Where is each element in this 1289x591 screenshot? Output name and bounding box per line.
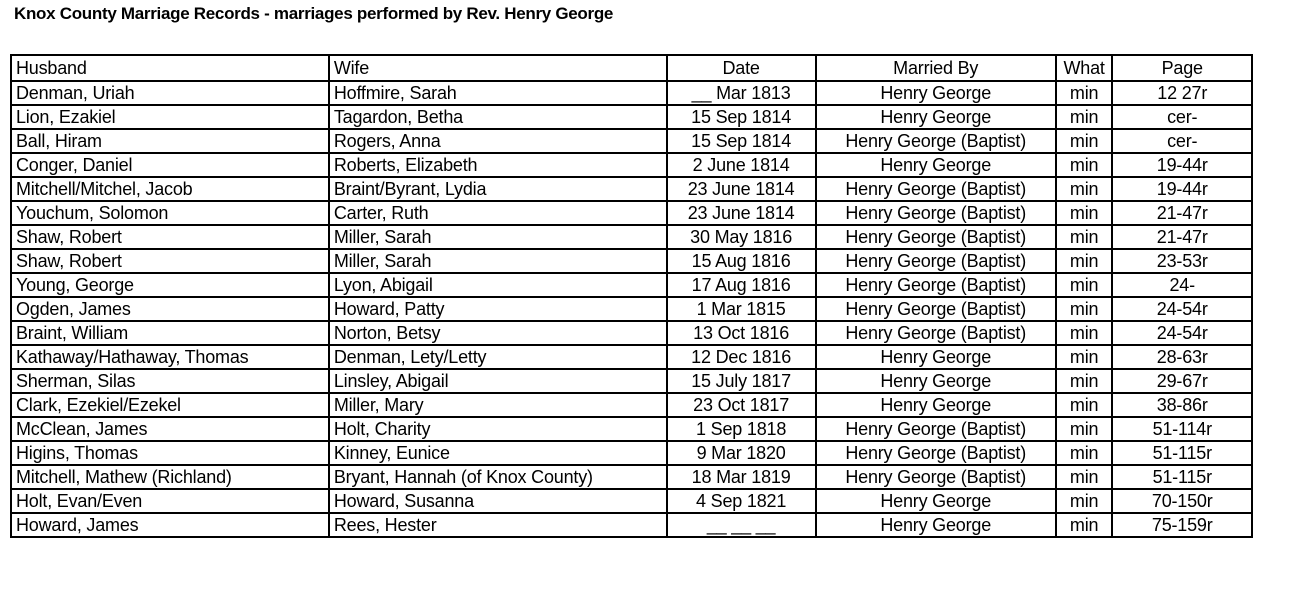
table-row [11, 81, 1252, 105]
husband-cell: Denman, Uriah [11, 81, 329, 105]
married-by-cell: Henry George (Baptist) [816, 465, 1056, 489]
date-cell: 2 June 1814 [667, 153, 816, 177]
husband-cell: McClean, James [11, 417, 329, 441]
page-cell: cer- [1112, 105, 1252, 129]
table-row [11, 417, 1252, 441]
wife-cell: Denman, Lety/Letty [329, 345, 667, 369]
table-row [11, 225, 1252, 249]
page-cell: 24- [1112, 273, 1252, 297]
wife-cell: Howard, Patty [329, 297, 667, 321]
married-by-cell: Henry George [816, 105, 1056, 129]
married-by-cell: Henry George [816, 369, 1056, 393]
wife-cell: Lyon, Abigail [329, 273, 667, 297]
married-by-cell: Henry George [816, 393, 1056, 417]
date-cell: 13 Oct 1816 [667, 321, 816, 345]
what-cell: min [1056, 417, 1113, 441]
table-row [11, 297, 1252, 321]
husband-cell: Kathaway/Hathaway, Thomas [11, 345, 329, 369]
what-cell: min [1056, 513, 1113, 537]
husband-cell: Youchum, Solomon [11, 201, 329, 225]
page-cell: cer- [1112, 129, 1252, 153]
table-body [11, 81, 1252, 537]
wife-cell: Tagardon, Betha [329, 105, 667, 129]
table-row [11, 489, 1252, 513]
page-cell: 38-86r [1112, 393, 1252, 417]
page-cell: 21-47r [1112, 201, 1252, 225]
husband-cell: Ball, Hiram [11, 129, 329, 153]
page-cell: 51-115r [1112, 441, 1252, 465]
married-by-cell: Henry George (Baptist) [816, 249, 1056, 273]
date-cell: 15 Aug 1816 [667, 249, 816, 273]
table-row [11, 273, 1252, 297]
date-cell: 12 Dec 1816 [667, 345, 816, 369]
wife-cell: Miller, Sarah [329, 225, 667, 249]
what-cell: min [1056, 177, 1113, 201]
what-cell: min [1056, 273, 1113, 297]
married-by-cell: Henry George (Baptist) [816, 417, 1056, 441]
table-row [11, 513, 1252, 537]
married-by-cell: Henry George (Baptist) [816, 297, 1056, 321]
married-by-cell: Henry George [816, 345, 1056, 369]
date-cell: 23 June 1814 [667, 177, 816, 201]
table-row [11, 345, 1252, 369]
wife-cell: Howard, Susanna [329, 489, 667, 513]
what-cell: min [1056, 465, 1113, 489]
married-by-cell: Henry George (Baptist) [816, 225, 1056, 249]
married-by-cell: Henry George [816, 513, 1056, 537]
wife-cell: Miller, Sarah [329, 249, 667, 273]
table-row [11, 369, 1252, 393]
wife-cell: Carter, Ruth [329, 201, 667, 225]
page-cell: 19-44r [1112, 177, 1252, 201]
wife-cell: Kinney, Eunice [329, 441, 667, 465]
husband-cell: Mitchell/Mitchel, Jacob [11, 177, 329, 201]
date-cell: 1 Sep 1818 [667, 417, 816, 441]
what-cell: min [1056, 249, 1113, 273]
what-cell: min [1056, 297, 1113, 321]
what-cell: min [1056, 201, 1113, 225]
table-row [11, 129, 1252, 153]
table-row [11, 201, 1252, 225]
married-by-cell: Henry George (Baptist) [816, 441, 1056, 465]
wife-cell: Roberts, Elizabeth [329, 153, 667, 177]
husband-cell: Braint, William [11, 321, 329, 345]
header-wife: Wife [329, 55, 667, 81]
husband-cell: Conger, Daniel [11, 153, 329, 177]
date-cell: 4 Sep 1821 [667, 489, 816, 513]
wife-cell: Rogers, Anna [329, 129, 667, 153]
married-by-cell: Henry George (Baptist) [816, 129, 1056, 153]
page-cell: 12 27r [1112, 81, 1252, 105]
what-cell: min [1056, 81, 1113, 105]
wife-cell: Linsley, Abigail [329, 369, 667, 393]
married-by-cell: Henry George [816, 153, 1056, 177]
married-by-cell: Henry George (Baptist) [816, 321, 1056, 345]
table-row [11, 441, 1252, 465]
what-cell: min [1056, 345, 1113, 369]
header-what: What [1056, 55, 1113, 81]
header-married-by: Married By [816, 55, 1056, 81]
page-cell: 75-159r [1112, 513, 1252, 537]
wife-cell: Norton, Betsy [329, 321, 667, 345]
page-cell: 28-63r [1112, 345, 1252, 369]
table-row [11, 393, 1252, 417]
header-husband: Husband [11, 55, 329, 81]
what-cell: min [1056, 153, 1113, 177]
wife-cell: Braint/Byrant, Lydia [329, 177, 667, 201]
date-cell: 15 July 1817 [667, 369, 816, 393]
husband-cell: Howard, James [11, 513, 329, 537]
table-row [11, 465, 1252, 489]
what-cell: min [1056, 321, 1113, 345]
married-by-cell: Henry George (Baptist) [816, 273, 1056, 297]
wife-cell: Miller, Mary [329, 393, 667, 417]
husband-cell: Shaw, Robert [11, 249, 329, 273]
wife-cell: Holt, Charity [329, 417, 667, 441]
date-cell: 23 June 1814 [667, 201, 816, 225]
wife-cell: Rees, Hester [329, 513, 667, 537]
date-cell: 18 Mar 1819 [667, 465, 816, 489]
husband-cell: Mitchell, Mathew (Richland) [11, 465, 329, 489]
page-cell: 51-115r [1112, 465, 1252, 489]
page-cell: 19-44r [1112, 153, 1252, 177]
husband-cell: Holt, Evan/Even [11, 489, 329, 513]
table-header-row [11, 55, 1252, 81]
date-cell: __ __ __ [667, 513, 816, 537]
date-cell: 30 May 1816 [667, 225, 816, 249]
what-cell: min [1056, 225, 1113, 249]
page-cell: 70-150r [1112, 489, 1252, 513]
husband-cell: Higins, Thomas [11, 441, 329, 465]
table-row [11, 153, 1252, 177]
husband-cell: Clark, Ezekiel/Ezekel [11, 393, 329, 417]
date-cell: 1 Mar 1815 [667, 297, 816, 321]
header-page: Page [1112, 55, 1252, 81]
document-title: Knox County Marriage Records - marriages performed by Rev. Henry George [14, 4, 614, 23]
husband-cell: Young, George [11, 273, 329, 297]
marriage-records-table [10, 54, 1253, 538]
table-row [11, 105, 1252, 129]
date-cell: 15 Sep 1814 [667, 105, 816, 129]
married-by-cell: Henry George (Baptist) [816, 201, 1056, 225]
what-cell: min [1056, 129, 1113, 153]
page-cell: 24-54r [1112, 297, 1252, 321]
what-cell: min [1056, 105, 1113, 129]
what-cell: min [1056, 441, 1113, 465]
page-cell: 29-67r [1112, 369, 1252, 393]
date-cell: 17 Aug 1816 [667, 273, 816, 297]
page-cell: 24-54r [1112, 321, 1252, 345]
date-cell: 15 Sep 1814 [667, 129, 816, 153]
page-cell: 21-47r [1112, 225, 1252, 249]
husband-cell: Ogden, James [11, 297, 329, 321]
what-cell: min [1056, 393, 1113, 417]
what-cell: min [1056, 369, 1113, 393]
husband-cell: Lion, Ezakiel [11, 105, 329, 129]
wife-cell: Bryant, Hannah (of Knox County) [329, 465, 667, 489]
what-cell: min [1056, 489, 1113, 513]
page-cell: 23-53r [1112, 249, 1252, 273]
date-cell: 9 Mar 1820 [667, 441, 816, 465]
wife-cell: Hoffmire, Sarah [329, 81, 667, 105]
table-row [11, 321, 1252, 345]
page-cell: 51-114r [1112, 417, 1252, 441]
date-cell: __ Mar 1813 [667, 81, 816, 105]
married-by-cell: Henry George [816, 489, 1056, 513]
married-by-cell: Henry George (Baptist) [816, 177, 1056, 201]
husband-cell: Shaw, Robert [11, 225, 329, 249]
header-date: Date [667, 55, 816, 81]
date-cell: 23 Oct 1817 [667, 393, 816, 417]
married-by-cell: Henry George [816, 81, 1056, 105]
husband-cell: Sherman, Silas [11, 369, 329, 393]
table-row [11, 249, 1252, 273]
table-row [11, 177, 1252, 201]
